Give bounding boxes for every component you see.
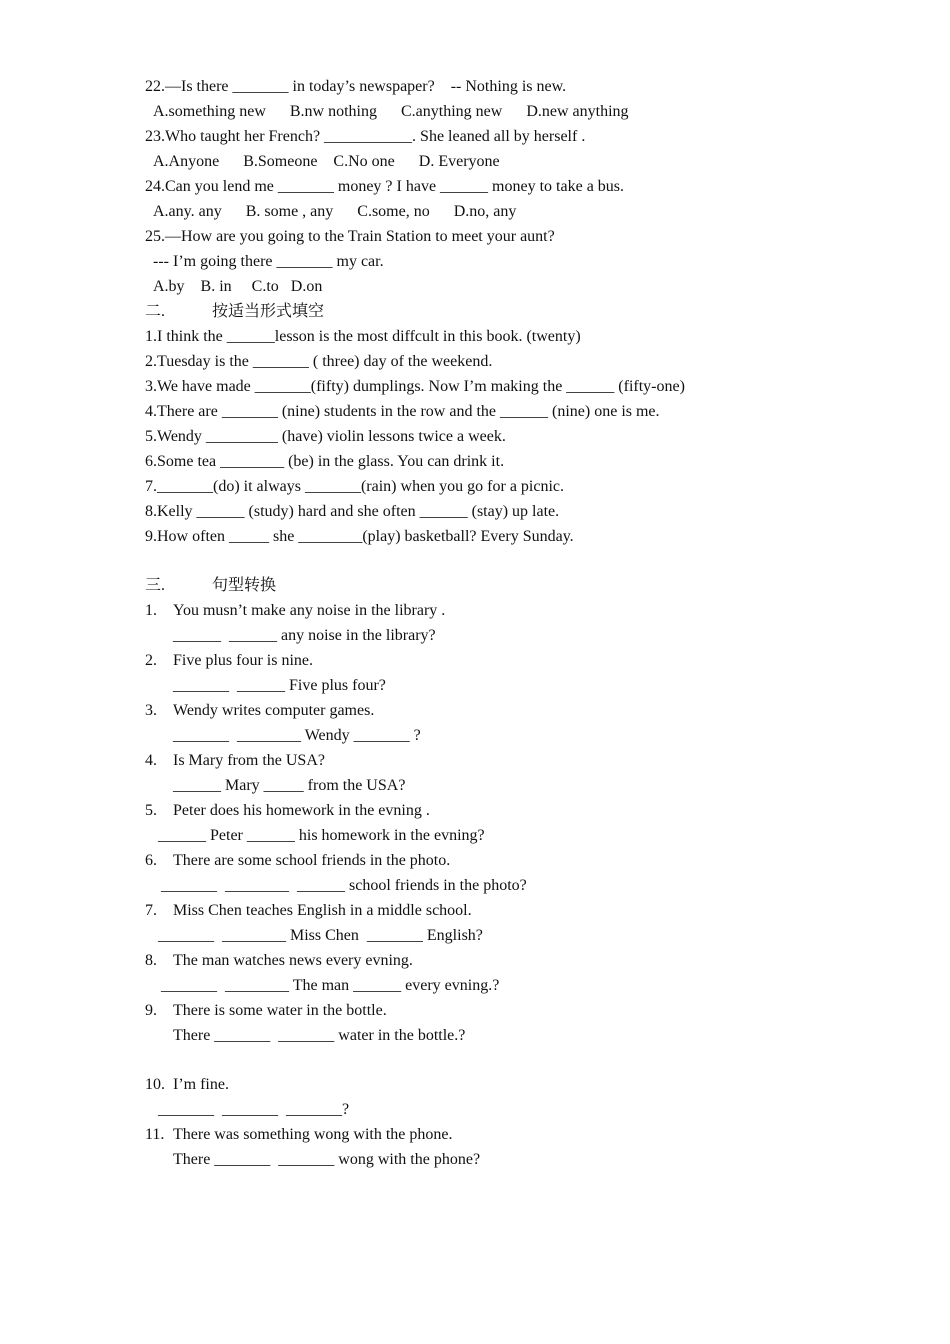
transform-number-5: 5. — [145, 802, 157, 819]
question-24: 24.Can you lend me _______ money ? I have ______ money to take a bus. — [145, 178, 625, 195]
transform-sentence-10: I’m fine. — [173, 1076, 229, 1093]
transform-answer-4: ______ Mary _____ from the USA? — [173, 777, 406, 794]
transform-sentence-8: The man watches news every evning. — [173, 952, 413, 969]
fill-item-7: 7._______(do) it always _______(rain) when you go for a picnic. — [145, 478, 565, 495]
transform-sentence-9: There is some water in the bottle. — [173, 1002, 387, 1019]
transform-answer-3: _______ ________ Wendy _______ ? — [173, 727, 421, 744]
transform-answer-1: ______ ______ any noise in the library? — [173, 627, 436, 644]
transform-answer-11: There _______ _______ wong with the phone? — [173, 1151, 481, 1168]
transform-answer-10: _______ _______ _______? — [158, 1101, 350, 1118]
transform-answer-9: There _______ _______ water in the bottle.? — [173, 1027, 466, 1044]
transform-answer-7: _______ ________ Miss Chen _______ English? — [158, 927, 483, 944]
question-23: 23.Who taught her French? ___________. She leaned all by herself . — [145, 128, 586, 145]
transform-sentence-4: Is Mary from the USA? — [173, 752, 325, 769]
section2-number: 二. — [145, 303, 166, 320]
options-25: A.by B. in C.to D.on — [153, 278, 323, 295]
fill-item-2: 2.Tuesday is the _______ ( three) day of the weekend. — [145, 353, 493, 370]
fill-item-5: 5.Wendy _________ (have) violin lessons twice a week. — [145, 428, 506, 445]
transform-answer-6: _______ ________ ______ school friends in the photo? — [161, 877, 527, 894]
transform-sentence-7: Miss Chen teaches English in a middle school. — [173, 902, 472, 919]
transform-number-8: 8. — [145, 952, 157, 969]
transform-answer-2: _______ ______ Five plus four? — [173, 677, 386, 694]
transform-sentence-6: There are some school friends in the photo. — [173, 852, 451, 869]
transform-number-6: 6. — [145, 852, 157, 869]
section3-number: 三. — [145, 577, 166, 594]
transform-answer-8: _______ ________ The man ______ every evning.? — [161, 977, 500, 994]
transform-number-1: 1. — [145, 602, 157, 619]
transform-answer-5: ______ Peter ______ his homework in the evning? — [158, 827, 485, 844]
answer-25: --- I’m going there _______ my car. — [153, 253, 384, 270]
transform-number-9: 9. — [145, 1002, 157, 1019]
transform-number-4: 4. — [145, 752, 157, 769]
transform-sentence-1: You musn’t make any noise in the library . — [173, 602, 446, 619]
transform-number-2: 2. — [145, 652, 157, 669]
fill-item-8: 8.Kelly ______ (study) hard and she often ______ (stay) up late. — [145, 503, 560, 520]
section2-heading: 按适当形式填空 — [212, 303, 325, 320]
transform-number-11: 11. — [145, 1126, 165, 1143]
options-23: A.Anyone B.Someone C.No one D. Everyone — [153, 153, 500, 170]
transform-number-10: 10. — [145, 1076, 165, 1093]
fill-item-9: 9.How often _____ she ________(play) basketball? Every Sunday. — [145, 528, 574, 545]
transform-sentence-3: Wendy writes computer games. — [173, 702, 375, 719]
transform-sentence-2: Five plus four is nine. — [173, 652, 313, 669]
transform-sentence-11: There was something wong with the phone. — [173, 1126, 453, 1143]
transform-number-3: 3. — [145, 702, 157, 719]
section3-heading: 句型转换 — [212, 577, 277, 594]
fill-item-3: 3.We have made _______(fifty) dumplings. Now I’m making the ______ (fifty-one) — [145, 378, 685, 395]
question-25: 25.—How are you going to the Train Station to meet your aunt? — [145, 228, 555, 245]
options-24: A.any. any B. some , any C.some, no D.no, any — [153, 203, 517, 220]
fill-item-1: 1.I think the ______lesson is the most diffcult in this book. (twenty) — [145, 328, 581, 345]
transform-number-7: 7. — [145, 902, 157, 919]
transform-sentence-5: Peter does his homework in the evning . — [173, 802, 430, 819]
fill-item-6: 6.Some tea ________ (be) in the glass. You can drink it. — [145, 453, 505, 470]
fill-item-4: 4.There are _______ (nine) students in the row and the ______ (nine) one is me. — [145, 403, 660, 420]
options-22: A.something new B.nw nothing C.anything new D.new anything — [153, 103, 629, 120]
question-22: 22.—Is there _______ in today’s newspaper? -- Nothing is new. — [145, 78, 567, 95]
